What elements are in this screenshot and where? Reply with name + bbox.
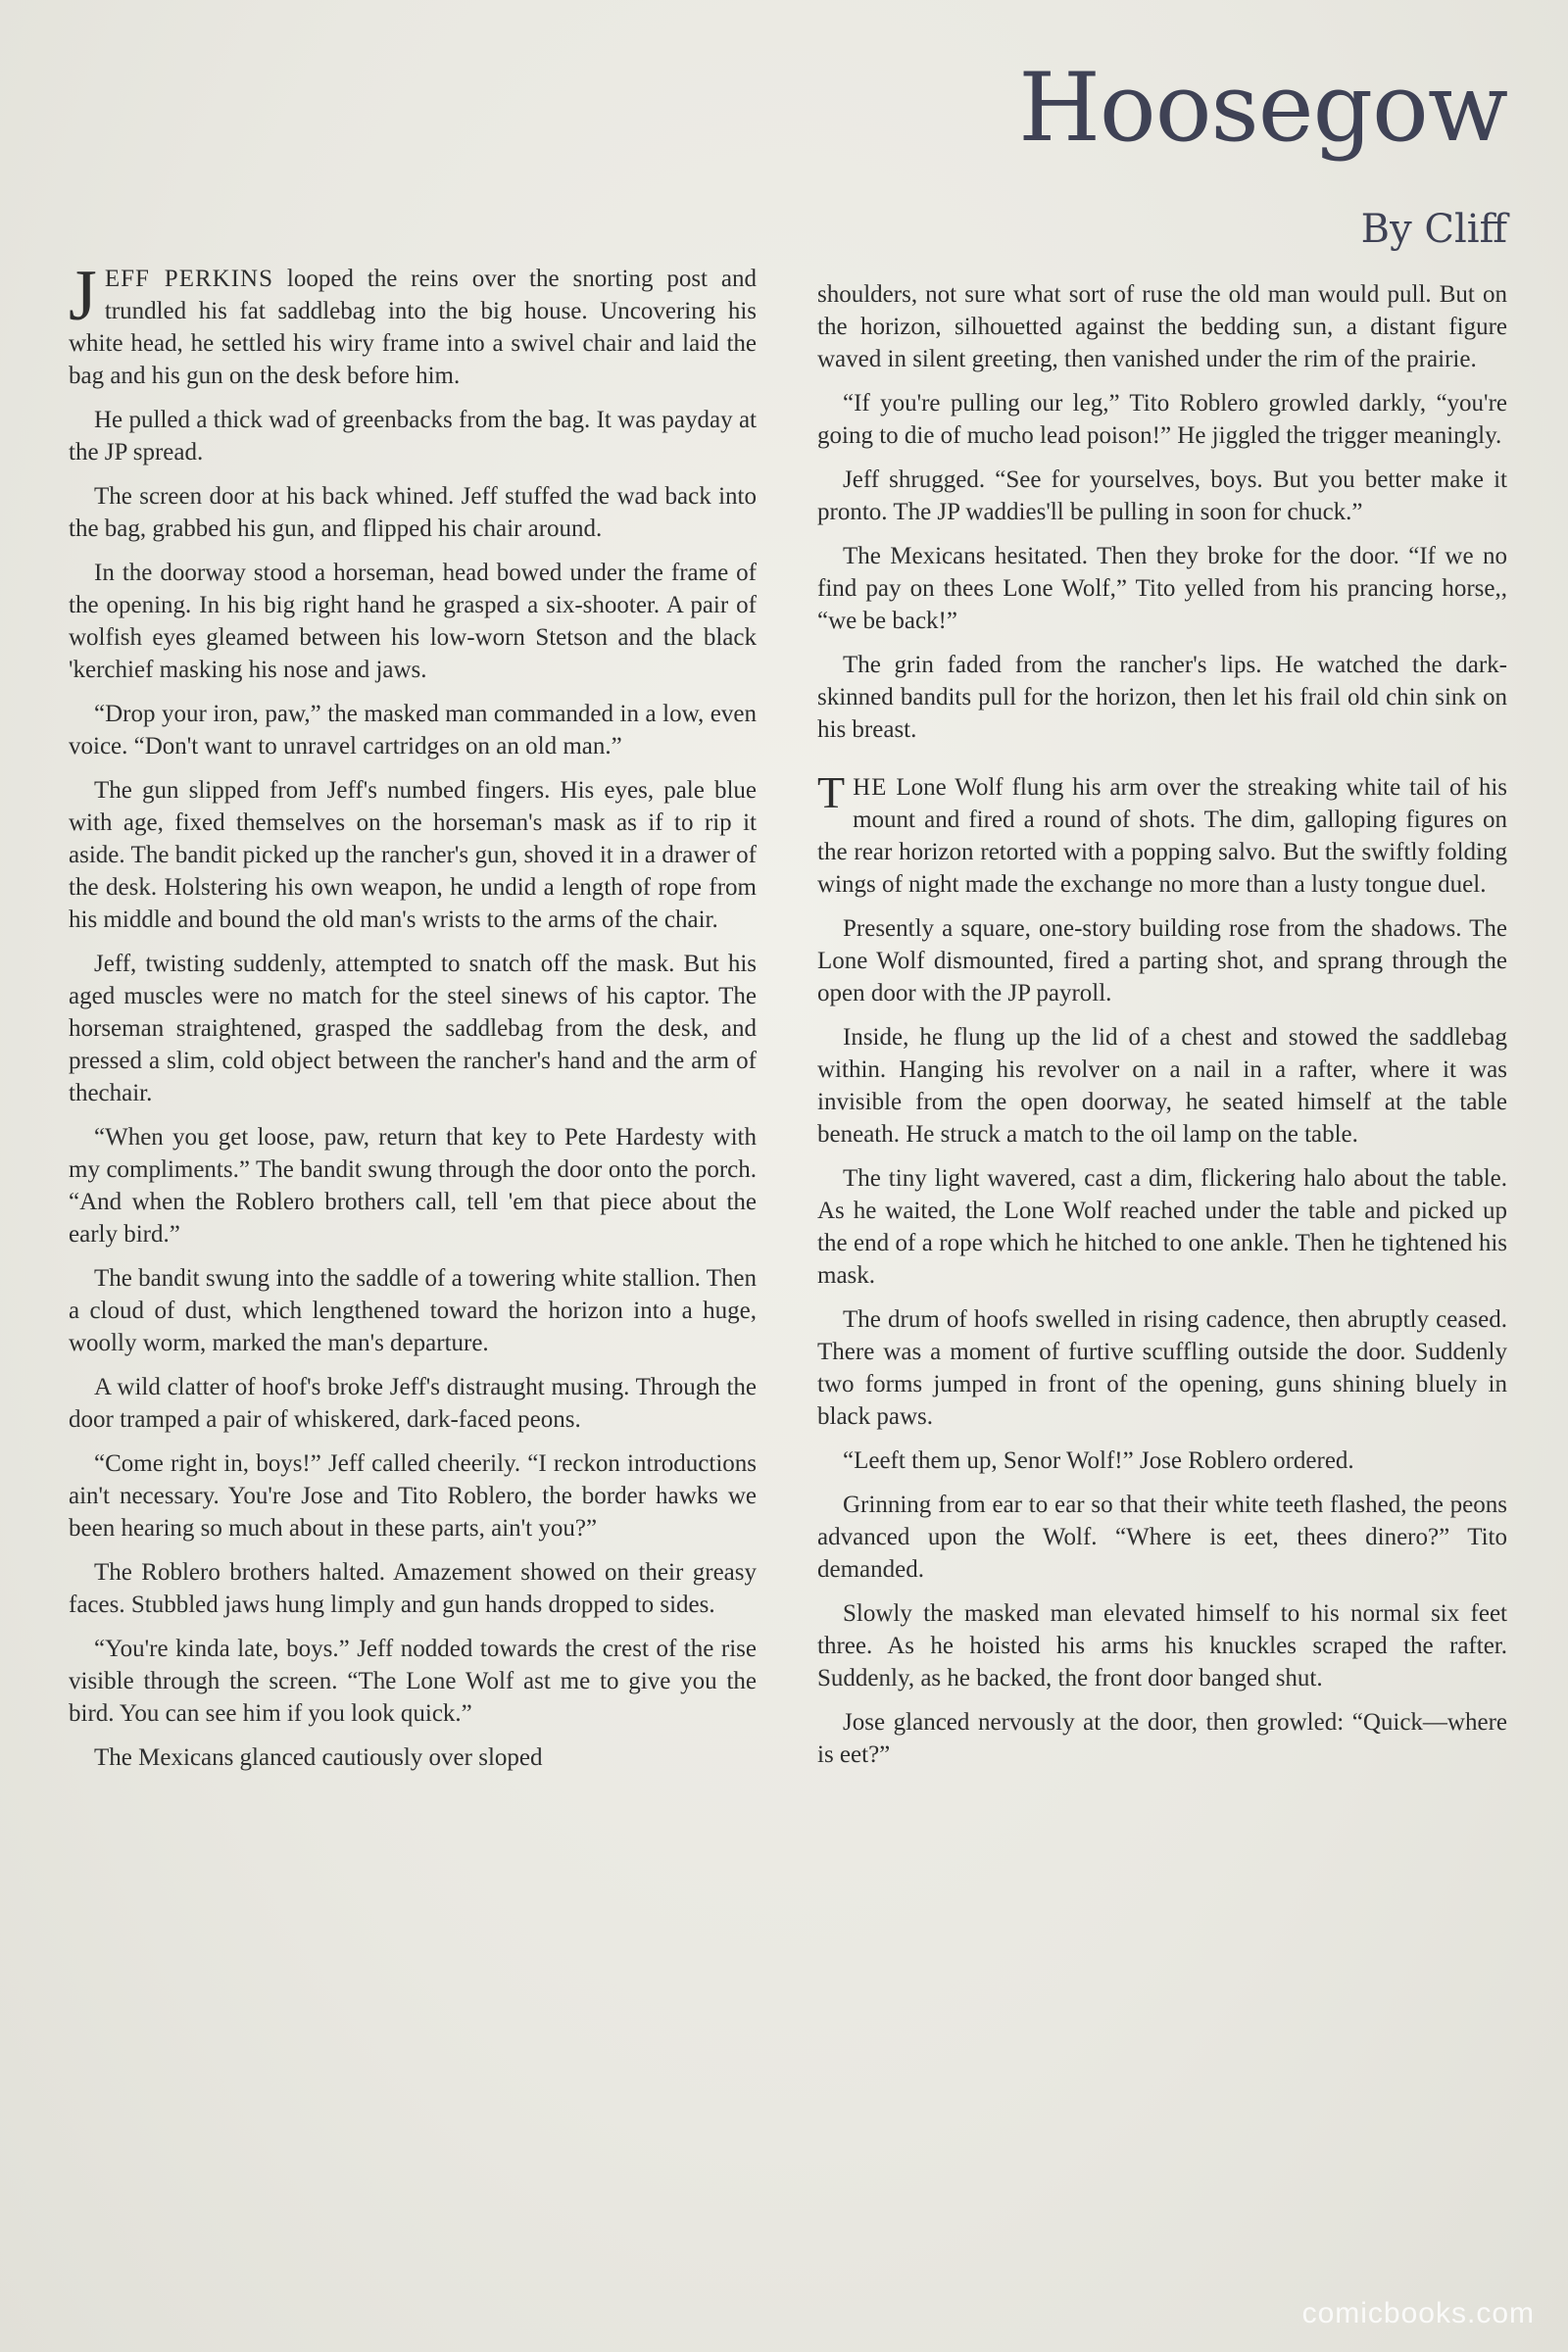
paragraph: Grinning from ear to ear so that their white teeth flashed, the peons advanced upon the Wolf. “Where is eet, thees dinero?” Tito demanded.: [817, 1492, 1507, 1583]
paragraph: “Leeft them up, Senor Wolf!” Jose Roblero ordered.: [843, 1447, 1354, 1474]
paragraph: The screen door at his back whined. Jeff stuffed the wad back into the bag, grabbed his gun, and flipped his chair around.: [69, 483, 757, 542]
story-title: Hoosegow: [1018, 53, 1507, 163]
paragraph: He pulled a thick wad of greenbacks from the bag. It was payday at the JP spread.: [69, 407, 757, 466]
paragraph: In the doorway stood a horseman, head bowed under the frame of the opening. In his big right hand he grasped a six-shooter. A pair of wolfish eyes gleamed between his low-worn Stetson and the black 'kerchief masking his nose and jaws.: [69, 560, 757, 683]
drop-cap: J: [69, 256, 97, 336]
paragraph: “Drop your iron, paw,” the masked man commanded in a low, even voice. “Don't want to unravel cartridges on an old man.”: [69, 701, 757, 760]
paragraph: “You're kinda late, boys.” Jeff nodded towards the crest of the rise visible through the screen. “The Lone Wolf ast me to give you the bird. You can see him if you look quick.”: [69, 1636, 757, 1727]
left-column: [69, 256, 757, 1786]
lead-in-smallcaps: HE: [853, 774, 888, 801]
paragraph-text: looped the reins over the snorting post and trundled his fat saddlebag into the big house. Uncovering his white head, he settled his wiry frame into a swivel chair and laid the bag and his gun on the desk before him.: [69, 266, 757, 389]
paragraph: “Come right in, boys!” Jeff called cheerily. “I reckon introductions ain't necessary. You're Jose and Tito Roblero, the border hawks we been hearing so much about in these parts, ain't you?”: [69, 1450, 757, 1542]
paragraph: [817, 767, 1507, 901]
paragraph: Jeff, twisting suddenly, attempted to snatch off the mask. But his aged muscles were no match for the steel sinews of his captor. The horseman straightened, grasped the saddlebag from the desk, and pressed a slim, cold object between the rancher's hand and the arm of thechair.: [69, 951, 757, 1106]
paragraph: Presently a square, one-story building rose from the shadows. The Lone Wolf dismounted, fired a parting shot, and sprang through the open door with the JP payroll.: [817, 915, 1507, 1006]
paragraph: The gun slipped from Jeff's numbed fingers. His eyes, pale blue with age, fixed themselves on the horseman's mask as if to rip it aside. The bandit picked up the rancher's gun, shoved it in a drawer of the desk. Holstering his own weapon, he undid a length of rope from his middle and bound the old man's wrists to the arms of the chair.: [69, 777, 757, 933]
paragraph: Slowly the masked man elevated himself to his normal six feet three. As he hoisted his arms his knuckles scraped the rafter. Suddenly, as he backed, the front door banged shut.: [817, 1600, 1507, 1691]
paragraph: The bandit swung into the saddle of a towering white stallion. Then a cloud of dust, which lengthened toward the horizon into a huge, woolly worm, marked the man's departure.: [69, 1265, 757, 1356]
paragraph: The Mexicans glanced cautiously over sloped: [94, 1744, 543, 1771]
paragraph: [69, 256, 757, 392]
lead-in-smallcaps: EFF PERKINS: [104, 266, 273, 292]
paragraph: The tiny light wavered, cast a dim, flickering halo about the table. As he waited, the Lone Wolf reached under the table and picked up the end of a rope which he hitched to one ankle. Then he tightened his mask.: [817, 1165, 1507, 1289]
paragraph: The drum of hoofs swelled in rising cadence, then abruptly ceased. There was a moment of furtive scuffling outside the door. Suddenly two forms jumped in front of the opening, guns shining bluely in black paws.: [817, 1306, 1507, 1430]
paragraph: “When you get loose, paw, return that key to Pete Hardesty with my compliments.” The bandit swung through the door onto the porch. “And when the Roblero brothers call, tell 'em that piece about the early bird.”: [69, 1124, 757, 1248]
site-watermark: comicbooks.com: [1301, 2297, 1535, 2329]
paragraph: Jose glanced nervously at the door, then growled: “Quick—where is eet?”: [817, 1709, 1507, 1768]
paragraph: The Mexicans hesitated. Then they broke for the door. “If we no find pay on thees Lone Wolf,” Tito yelled from his prancing horse,, “we be back!”: [817, 543, 1507, 634]
paragraph: The grin faded from the rancher's lips. He watched the dark-skinned bandits pull for the horizon, then let his frail old chin sink on his breast.: [817, 652, 1507, 743]
paragraph: shoulders, not sure what sort of ruse the old man would pull. But on the horizon, silhouetted against the bedding sun, a distant figure waved in silent greeting, then vanished under the rim of the prairie.: [817, 281, 1507, 372]
paragraph: Jeff shrugged. “See for yourselves, boys. But you better make it pronto. The JP waddies'll be pulling in soon for chuck.”: [817, 466, 1507, 525]
author-byline: By Cliff: [1360, 207, 1507, 252]
paragraph: A wild clatter of hoof's broke Jeff's distraught musing. Through the door tramped a pair of whiskered, dark-faced peons.: [69, 1374, 757, 1433]
paragraph: The Roblero brothers halted. Amazement showed on their greasy faces. Stubbled jaws hung limply and gun hands dropped to sides.: [69, 1559, 757, 1618]
paragraph-text: Lone Wolf flung his arm over the streaking white tail of his mount and fired a round of shots. The dim, galloping figures on the rear horizon retorted with a popping salvo. But the swiftly folding wings of night made the exchange no more than a lusty tongue duel.: [817, 774, 1507, 898]
paragraph: Inside, he flung up the lid of a chest and stowed the saddlebag within. Hanging his revolver on a nail in a rafter, where it was invisible from the open doorway, he seated himself at the table beneath. He struck a match to the oil lamp on the table.: [817, 1024, 1507, 1148]
drop-cap: T: [817, 767, 846, 817]
right-column: [817, 278, 1507, 1783]
paragraph: “If you're pulling our leg,” Tito Roblero growled darkly, “you're going to die of mucho lead poison!” He jiggled the trigger meaningly.: [817, 390, 1507, 449]
